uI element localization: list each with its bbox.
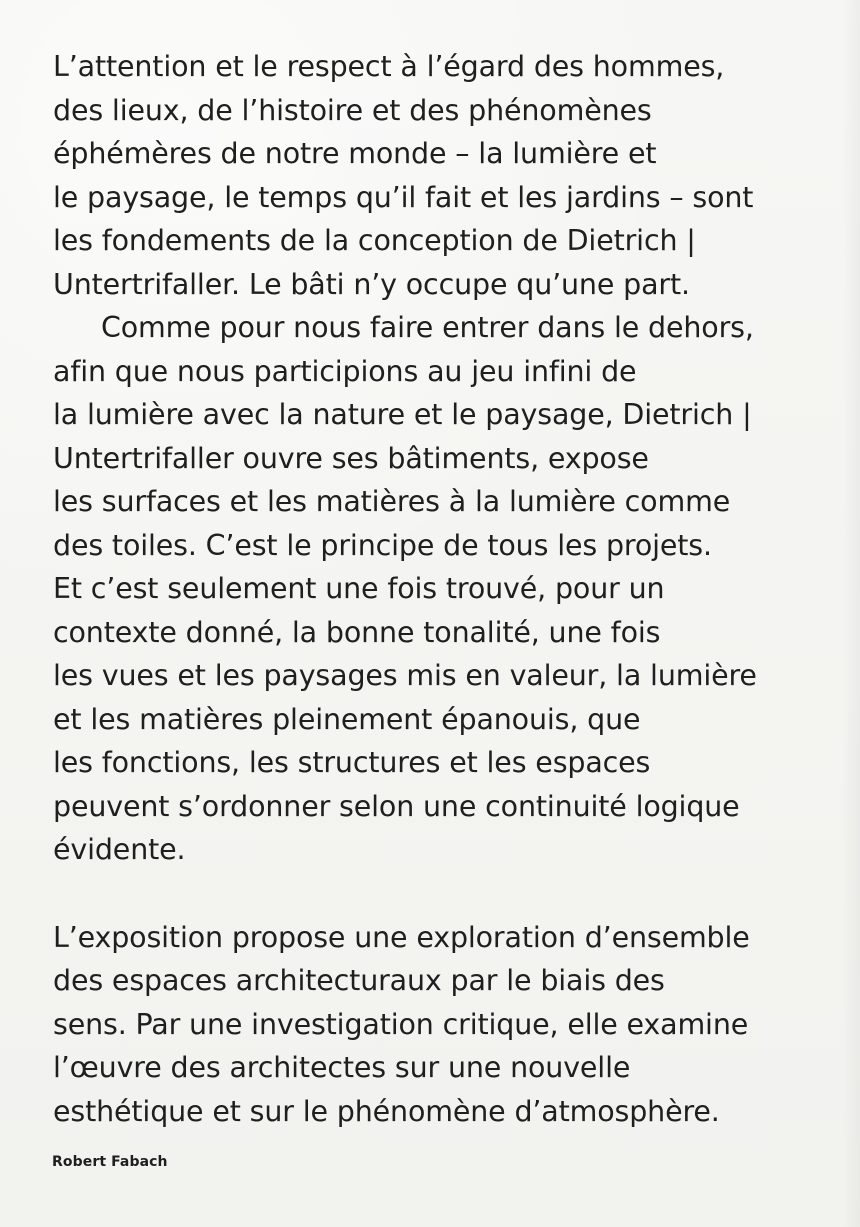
paragraph-line: Et c’est seulement une fois trouvé, pour un <box>53 572 665 605</box>
paragraph-line: contexte donné, la bonne tonalité, une fois <box>53 615 661 649</box>
paragraph-line: peuvent s’ordonner selon une continuité logique <box>53 789 740 823</box>
paragraph-line: le paysage, le temps qu’il fait et les jardins – sont <box>53 180 754 214</box>
paragraph-line: Untertrifaller ouvre ses bâtiments, expose <box>53 441 649 475</box>
paragraph-line: afin que nous participions au jeu infini de <box>53 354 637 388</box>
paragraph-line: des lieux, de l’histoire et des phénomènes <box>53 93 652 127</box>
author-name: Robert Fabach <box>52 1154 168 1170</box>
paragraph-line: l’œuvre des architectes sur une nouvelle <box>53 1051 631 1084</box>
paragraph-gap <box>53 872 843 916</box>
text-body <box>53 45 843 1133</box>
paragraph-line: L’attention et le respect à l’égard des hommes, <box>53 50 725 83</box>
paragraph-line: évidente. <box>53 833 186 866</box>
paragraph-2 <box>53 306 843 872</box>
paragraph-3 <box>53 916 843 1134</box>
paragraph-line: et les matières pleinement épanouis, que <box>53 702 641 736</box>
paragraph-line: les fondements de la conception de Dietrich | <box>53 224 696 257</box>
paragraph-line: esthétique et sur le phénomène d’atmosphère. <box>53 1094 720 1128</box>
paragraph-1 <box>53 45 843 306</box>
paragraph-line: Untertrifaller. Le bâti n’y occupe qu’une part. <box>53 267 690 301</box>
paragraph-line: sens. Par une investigation critique, elle examine <box>53 1007 749 1041</box>
paragraph-line: les fonctions, les structures et les espaces <box>53 746 651 779</box>
paragraph-line: les vues et les paysages mis en valeur, la lumière <box>53 659 757 692</box>
paragraph-line: la lumière avec la nature et le paysage, Dietrich | <box>53 398 752 431</box>
paragraph-line: L’exposition propose une exploration d’ensemble <box>53 920 750 954</box>
paper-edge-shadow <box>842 0 860 1227</box>
paragraph-line: Comme pour nous faire entrer dans le dehors, <box>101 311 754 344</box>
paragraph-line: des toiles. C’est le principe de tous les projets. <box>53 528 712 562</box>
paragraph-line: des espaces architecturaux par le biais des <box>53 964 665 997</box>
paragraph-line: éphémères de notre monde – la lumière et <box>53 137 657 170</box>
paragraph-line: les surfaces et les matières à la lumière comme <box>53 485 731 518</box>
